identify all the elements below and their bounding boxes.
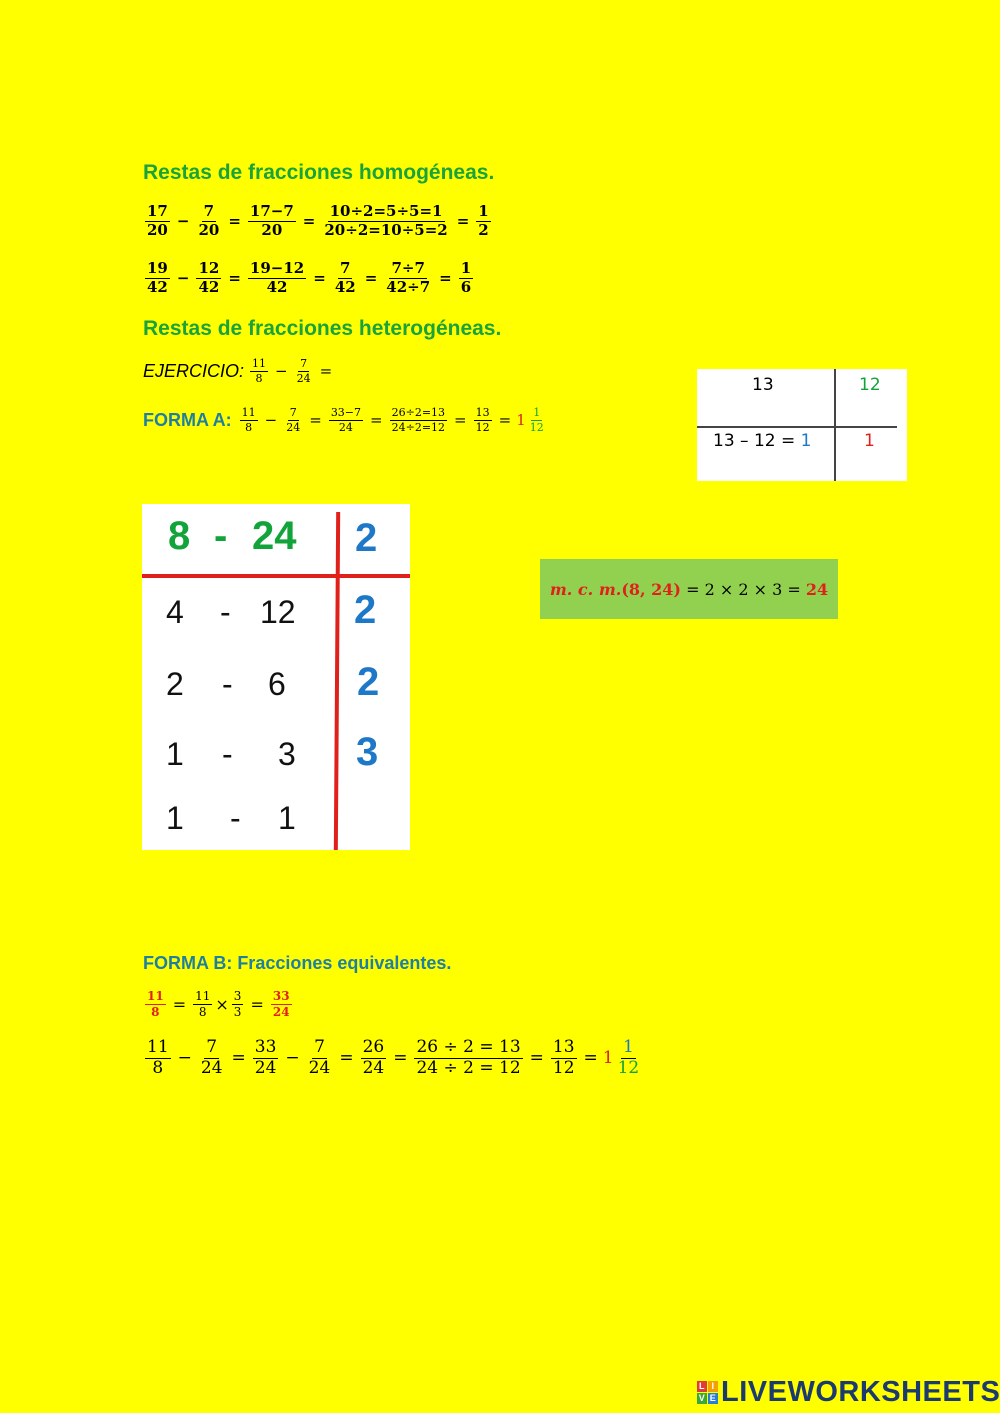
prime-decomposition-table [142,504,410,850]
fraction: $\frac{7}{20}$ [198,202,220,239]
cell-top-right: 12 [859,375,881,395]
fraction: $\frac{33-7}{24}$ [330,406,362,434]
subtraction-table [697,369,907,481]
header-divisor: 2 [355,516,378,560]
cell-top-left: 13 [752,375,774,395]
fraction: $\frac{17}{20}$ [147,202,168,239]
logo-text: LIVEWORKSHEETS [721,1376,1000,1408]
fraction: $\frac{26\div 2=13}{24\div 2=12}$ [391,406,446,434]
mcm-expression: = 2 × 2 × 3 = [681,579,806,599]
row-divisor: 2 [354,588,377,632]
fraction: $\frac{33}{24}$ [254,1037,277,1078]
equation-homogeneas-2: $\frac{19}{42}$ − $\frac{12}{42}$ = $\frac{19-12}{42}$ = $\frac{7}{42}$ = $\frac{7\div 7}{42\div 7}$ = $\frac{1}{6}$ [147,259,472,296]
fraction: $\frac{7\div 7}{42\div 7}$ [386,259,431,296]
mcm-result: 24 [805,579,829,599]
divider [142,574,410,578]
forma-b-subtraction: $\frac{11}{8}$ − $\frac{7}{24}$ = $\frac{33}{24}$ − $\frac{7}{24}$ = $\frac{26}{24}$ = $\frac{26 \div 2 = 13}{24 \div 2 = 12}$ = $\frac{13}{12}$ = 1 $\frac{1}{12}$ [147,1037,640,1078]
cell-bottom-left: 13 – 12 = 1 [713,431,812,451]
fraction: $\frac{26 \div 2 = 13}{24 \div 2 = 12}$ [416,1037,521,1078]
fraction: $\frac{11}{8}$ [147,989,164,1019]
fraction: $\frac{7}{24}$ [286,406,301,434]
logo-mark-icon: L I V E [698,1381,717,1403]
liveworksheets-logo [697,1376,1000,1409]
fraction: $\frac{7}{24}$ [308,1037,331,1078]
header-right: 24 [252,514,297,558]
fraction: $\frac{11}{8}$ [147,1037,169,1078]
forma-a-line: FORMA A: $\frac{11}{8}$ − $\frac{7}{24}$ = $\frac{33-7}{24}$ = $\frac{26\div 2=13}{24\div 2=12}$ = $\frac{13}{12}$ = 1 $\frac{1}{12}$ [143,406,544,434]
ejercicio-label: EJERCICIO: [143,360,245,381]
mcm-args: (8, 24) [621,579,681,599]
fraction: $\frac{7}{24}$ [296,357,311,385]
row-left: 2 [166,666,184,702]
fraction: $\frac{7}{42}$ [334,259,356,296]
equation-homogeneas-1: $\frac{17}{20}$ − $\frac{7}{20}$ = $\frac{17-7}{20}$ = $\frac{10\div 2=5\div 5=1}{20\div 2=10\div 5=2}$ = $\frac{1}{2}$ [147,202,489,239]
divider [334,512,340,850]
fraction: $\frac{1}{2}$ [478,202,489,239]
row-divisor: 3 [356,730,379,774]
row-left: 1 [166,736,184,772]
fraction: $\frac{11}{8}$ [195,989,211,1019]
fraction: $\frac{3}{3}$ [233,989,242,1019]
fraction: $\frac{11}{8}$ [252,357,267,385]
fraction: $\frac{1}{12}$ [617,1037,640,1078]
row-divisor: 2 [357,660,380,704]
row-right: 6 [268,666,286,702]
fraction: $\frac{13}{12}$ [475,406,490,434]
row-dash: - [222,666,233,702]
heading-homogeneas: Restas de fracciones homogéneas. [143,161,495,184]
row-dash: - [220,594,231,630]
fraction: $\frac{12}{42}$ [198,259,220,296]
fraction: $\frac{10\div 2=5\div 5=1}{20\div 2=10\div 5=2}$ [324,202,448,239]
mcm-label: m. c. m. [549,579,622,599]
divider [834,369,836,481]
fraction: $\frac{17-7}{20}$ [249,202,294,239]
header-dash: - [214,514,228,558]
fraction: $\frac{11}{8}$ [241,406,256,434]
fraction: $\frac{19-12}{42}$ [249,259,305,296]
divider [697,426,897,428]
mcm-box [540,559,838,619]
mixed-whole: 1 [516,411,526,430]
fraction: $\frac{7}{24}$ [200,1037,223,1078]
row-right: 3 [278,736,296,772]
fraction: $\frac{1}{12}$ [529,406,544,434]
heading-heterogeneas: Restas de fracciones heterogéneas. [143,317,502,340]
row-right: 12 [260,594,296,630]
fraction: $\frac{13}{12}$ [552,1037,575,1078]
fraction: $\frac{33}{24}$ [272,989,290,1019]
row-dash: - [230,800,241,836]
row-right: 1 [278,800,296,836]
header-left: 8 [168,514,191,558]
fraction: $\frac{26}{24}$ [362,1037,385,1078]
forma-b-equivalence: $\frac{11}{8}$ = $\frac{11}{8}$ × $\frac{3}{3}$ = $\frac{33}{24}$ [147,989,290,1019]
forma-a-label: FORMA A: [143,409,232,430]
fraction: $\frac{19}{42}$ [147,259,168,296]
cell-bottom-right: 1 [864,431,875,451]
row-left: 1 [166,800,184,836]
mixed-whole: 1 [602,1048,614,1069]
row-left: 4 [166,594,184,630]
ejercicio-line: EJERCICIO: $\frac{11}{8}$ − $\frac{7}{24}$ = [143,357,333,385]
heading-forma-b: FORMA B: Fracciones equivalentes. [143,953,452,973]
row-dash: - [222,736,233,772]
fraction: $\frac{1}{6}$ [460,259,472,296]
